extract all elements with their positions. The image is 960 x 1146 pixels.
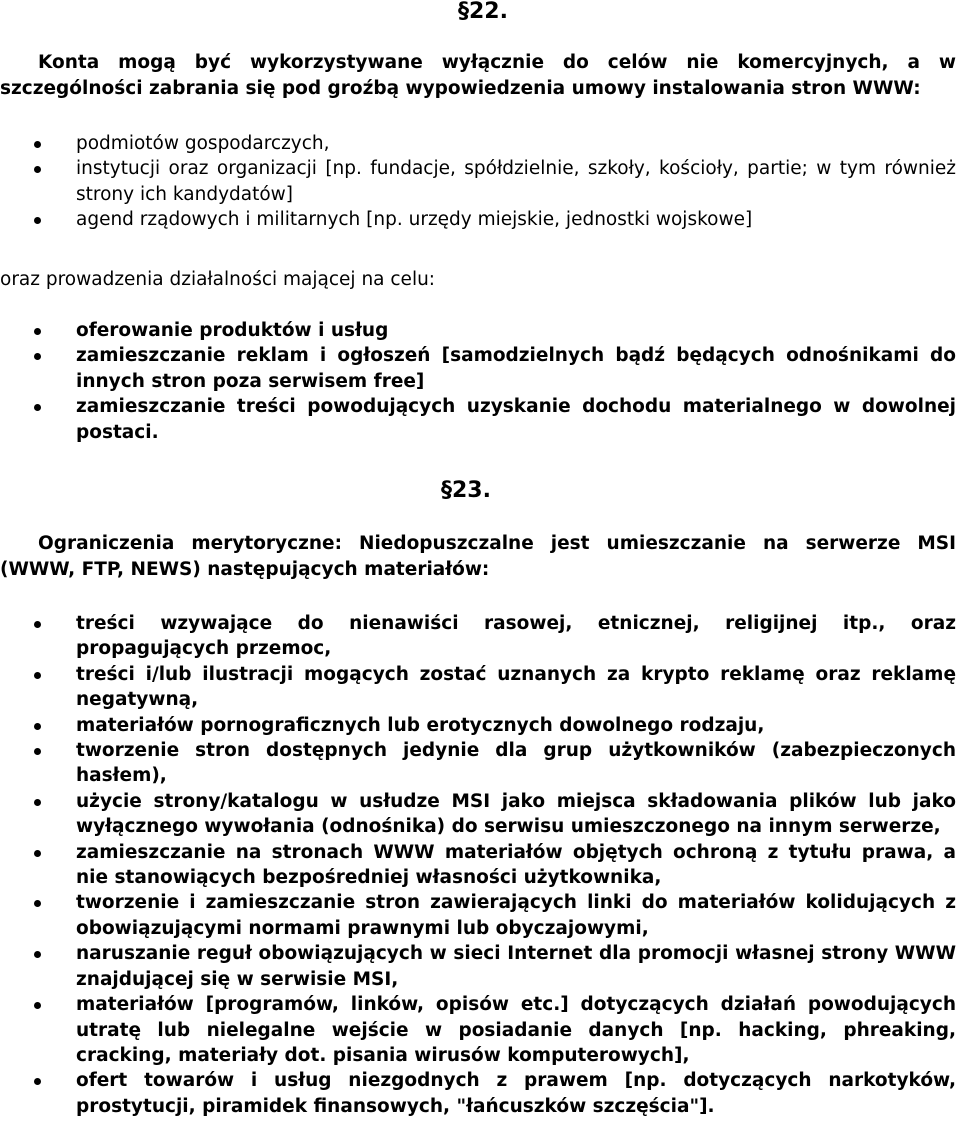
list-item: ofert towarów i usług niezgodnych z prawem [np. dotyczących narkotyków, prostytucji, piramidek finansowych, "łańcuszków szczęścia"].: [0, 1068, 956, 1119]
list-item: naruszanie reguł obowiązujących w sieci Internet dla promocji własnej strony WWW znajdującej się w serwisie MSI,: [0, 941, 956, 992]
bullet-icon: [34, 951, 41, 958]
bullet-icon: [34, 723, 41, 730]
section-22-list-2: [0, 318, 956, 445]
list-item: zamieszczanie reklam i ogłoszeń [samodzielnych bądź będących odnośnikami do innych stron poza serwisem free]: [0, 343, 956, 394]
list-item: tworzenie i zamieszczanie stron zawierających linki do materiałów kolidujących z obowiązującymi normami prawnymi lub obyczajowymi,: [0, 890, 956, 941]
section-22-list-1: [0, 131, 956, 233]
bullet-icon: [34, 353, 41, 360]
bullet-icon: [34, 166, 41, 173]
list-item: treści wzywające do nienawiści rasowej, etnicznej, religijnej itp., oraz propagujących przemoc,: [0, 611, 956, 662]
list-item: zamieszczanie treści powodujących uzyskanie dochodu materialnego w dowolnej postaci.: [0, 394, 956, 445]
list-item: zamieszczanie na stronach WWW materiałów objętych ochroną z tytułu prawa, a nie stanowiących bezpośredniej własności użytkownika,: [0, 840, 956, 891]
list-item: materiałów [programów, linków, opisów etc.] dotyczących działań powodujących utratę lub nielegalne wejście w posiadanie danych [np. hacking, phreaking, cracking, materiały dot. pisania wirusów komputerowych],: [0, 992, 956, 1068]
bullet-icon: [34, 1078, 41, 1085]
bullet-icon: [34, 621, 41, 628]
bullet-icon: [34, 748, 41, 755]
bullet-icon: [34, 404, 41, 411]
bullet-icon: [34, 672, 41, 679]
section-22-middle: oraz prowadzenia działalności mającej na celu:: [0, 269, 436, 290]
section-22-intro: Konta mogą być wykorzystywane wyłącznie do celów nie komercyjnych, a w szczególności zabrania się pod groźbą wypowiedzenia umowy instalowania stron WWW:: [0, 52, 956, 99]
list-item: instytucji oraz organizacji [np. fundacje, spółdzielnie, szkoły, kościoły, partie; w tym również strony ich kandydatów]: [0, 156, 956, 207]
bullet-icon: [34, 217, 41, 224]
section-23-list: [0, 611, 956, 1119]
list-item: agend rządowych i militarnych [np. urzędy miejskie, jednostki wojskowe]: [0, 207, 956, 232]
list-item: użycie strony/katalogu w usłudze MSI jako miejsca składowania plików lub jako wyłącznego wywołania (odnośnika) do serwisu umieszczonego na innym serwerze,: [0, 789, 956, 840]
section-22-title: §22.: [458, 0, 508, 24]
bullet-icon: [34, 141, 41, 148]
section-23-title: §23.: [441, 478, 491, 503]
bullet-icon: [34, 1002, 41, 1009]
bullet-icon: [34, 900, 41, 907]
bullet-icon: [34, 328, 41, 335]
list-item: materiałów pornograficznych lub erotycznych dowolnego rodzaju,: [0, 713, 956, 738]
list-item: treści i/lub ilustracji mogących zostać uznanych za krypto reklamę oraz reklamę negatywną,: [0, 662, 956, 713]
list-item: tworzenie stron dostępnych jedynie dla grup użytkowników (zabezpieczonych hasłem),: [0, 738, 956, 789]
section-23-intro: Ograniczenia merytoryczne: Niedopuszczalne jest umieszczanie na serwerze MSI (WWW, FTP, NEWS) następujących materiałów:: [0, 533, 956, 580]
bullet-icon: [34, 799, 41, 806]
list-item: oferowanie produktów i usług: [0, 318, 956, 343]
bullet-icon: [34, 850, 41, 857]
list-item: podmiotów gospodarczych,: [0, 131, 956, 156]
